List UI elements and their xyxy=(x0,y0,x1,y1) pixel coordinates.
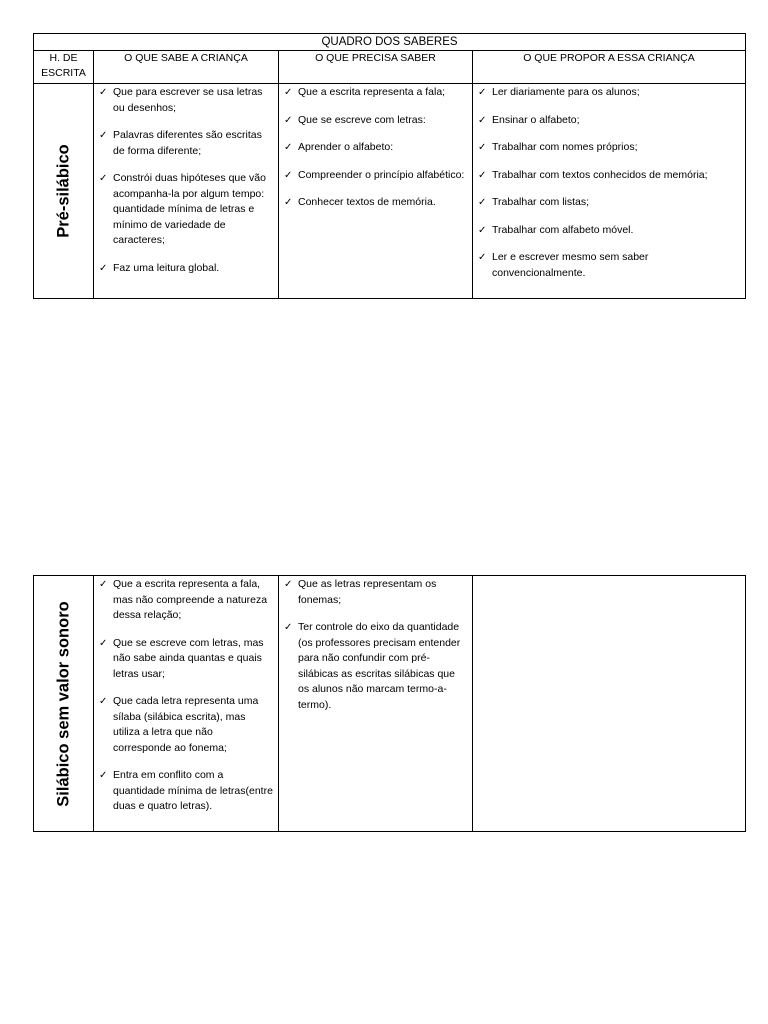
row-label-cell xyxy=(34,576,94,832)
checkmark-icon: ✓ xyxy=(478,197,487,208)
list-item xyxy=(99,261,274,277)
list-item xyxy=(99,128,274,159)
list-item-text: Que as letras representam os fonemas; xyxy=(298,578,437,606)
col-sabe-cell xyxy=(94,576,279,832)
list-item-text: Trabalhar com listas; xyxy=(492,196,590,208)
list-item-text: Que a escrita representa a fala, mas não compreende a natureza dessa relação; xyxy=(113,578,268,621)
header-h-de-escrita: H. DE ESCRITA xyxy=(34,51,94,84)
checkmark-icon: ✓ xyxy=(478,87,487,98)
table-title: QUADRO DOS SABERES xyxy=(34,34,746,51)
list-item xyxy=(478,113,741,129)
row-label-silabico: Silábico sem valor sonoro xyxy=(53,600,72,807)
checkmark-icon: ✓ xyxy=(284,87,293,98)
list-item-text: Que se escreve com letras: xyxy=(298,113,426,126)
list-item xyxy=(284,113,468,129)
checkmark-icon: ✓ xyxy=(478,169,487,181)
propor-list xyxy=(473,85,745,281)
list-item xyxy=(99,577,274,624)
list-item-text: Faz uma leitura global. xyxy=(113,261,220,274)
col-propor-cell xyxy=(473,576,746,832)
list-item xyxy=(478,250,741,281)
list-item-text: Trabalhar com alfabeto móvel. xyxy=(492,223,634,236)
header-o-que-precisa-saber: O QUE PRECISA SABER xyxy=(279,51,473,84)
checkmark-icon: ✓ xyxy=(478,224,487,236)
checkmark-icon: ✓ xyxy=(478,142,487,153)
list-item xyxy=(478,223,741,239)
list-item xyxy=(99,694,274,756)
list-item-text: Constrói duas hipóteses que vão acompanha-la por algum tempo: quantidade mínima de letras e mínimo de variedade de caracteres; xyxy=(113,172,266,246)
list-item xyxy=(478,140,741,156)
checkmark-icon: ✓ xyxy=(99,262,108,274)
list-item-text: Ensinar o alfabeto; xyxy=(492,113,580,126)
list-item-text: Ler diariamente para os alunos; xyxy=(492,86,640,98)
list-item-text: Conhecer textos de memória. xyxy=(298,196,436,208)
header-o-que-sabe: O QUE SABE A CRIANÇA xyxy=(94,51,279,84)
list-item xyxy=(478,85,741,101)
checkmark-icon: ✓ xyxy=(284,142,293,153)
checkmark-icon: ✓ xyxy=(99,579,108,590)
checkmark-icon: ✓ xyxy=(284,197,293,208)
list-item-text: Que para escrever se usa letras ou desenhos; xyxy=(113,86,263,114)
list-item-text: Ter controle do eixo da quantidade (os professores precisam entender para não confundir com pré-silábicas as escritas silábicas que os alunos não marcam termo-a-termo). xyxy=(298,621,461,711)
checkmark-icon: ✓ xyxy=(99,637,108,649)
list-item xyxy=(284,577,468,608)
list-item xyxy=(478,168,741,184)
precisa-list xyxy=(279,577,472,713)
list-item-text: Entra em conflito com a quantidade mínima de letras(entre duas e quatro letras). xyxy=(113,769,273,812)
list-item-text: Trabalhar com textos conhecidos de memória; xyxy=(492,168,708,181)
list-item xyxy=(478,195,741,211)
sabe-list xyxy=(94,85,278,276)
header-o-que-propor: O QUE PROPOR A ESSA CRIANÇA xyxy=(473,51,746,84)
checkmark-icon: ✓ xyxy=(478,114,487,126)
quadro-dos-saberes-table xyxy=(33,33,746,299)
list-item-text: Que a escrita representa a fala; xyxy=(298,86,446,98)
col-propor-cell xyxy=(473,84,746,299)
col-sabe-cell xyxy=(94,84,279,299)
list-item xyxy=(99,768,274,815)
row-label-pre-silabico: Pré-silábico xyxy=(53,144,72,238)
col-precisa-cell xyxy=(279,84,473,299)
list-item xyxy=(284,168,468,184)
list-item xyxy=(99,171,274,249)
checkmark-icon: ✓ xyxy=(99,696,108,707)
list-item-text: Palavras diferentes são escritas de forma diferente; xyxy=(113,129,262,157)
checkmark-icon: ✓ xyxy=(99,87,108,98)
checkmark-icon: ✓ xyxy=(99,173,108,184)
checkmark-icon: ✓ xyxy=(99,770,108,781)
checkmark-icon: ✓ xyxy=(284,169,293,181)
list-item-text: Que cada letra representa uma sílaba (silábica escrita), mas utiliza a letra que não corresponde ao fonema; xyxy=(113,695,259,754)
list-item-text: Aprender o alfabeto: xyxy=(298,141,394,153)
list-item xyxy=(284,620,468,713)
list-item xyxy=(99,636,274,683)
precisa-list xyxy=(279,85,472,211)
row-label-cell xyxy=(34,84,94,299)
col-precisa-cell xyxy=(279,576,473,832)
list-item-text: Trabalhar com nomes próprios; xyxy=(492,141,638,153)
list-item xyxy=(284,195,468,211)
list-item xyxy=(99,85,274,116)
list-item-text: Ler e escrever mesmo sem saber convencionalmente. xyxy=(492,251,649,279)
sabe-list xyxy=(94,577,278,815)
checkmark-icon: ✓ xyxy=(284,622,293,633)
checkmark-icon: ✓ xyxy=(284,579,293,590)
list-item xyxy=(284,140,468,156)
silabico-table xyxy=(33,575,746,832)
checkmark-icon: ✓ xyxy=(99,130,108,141)
list-item-text: Que se escreve com letras, mas não sabe ainda quantas e quais letras usar; xyxy=(113,636,264,680)
checkmark-icon: ✓ xyxy=(478,252,487,263)
list-item xyxy=(284,85,468,101)
list-item-text: Compreender o princípio alfabético: xyxy=(298,168,465,181)
checkmark-icon: ✓ xyxy=(284,114,293,126)
